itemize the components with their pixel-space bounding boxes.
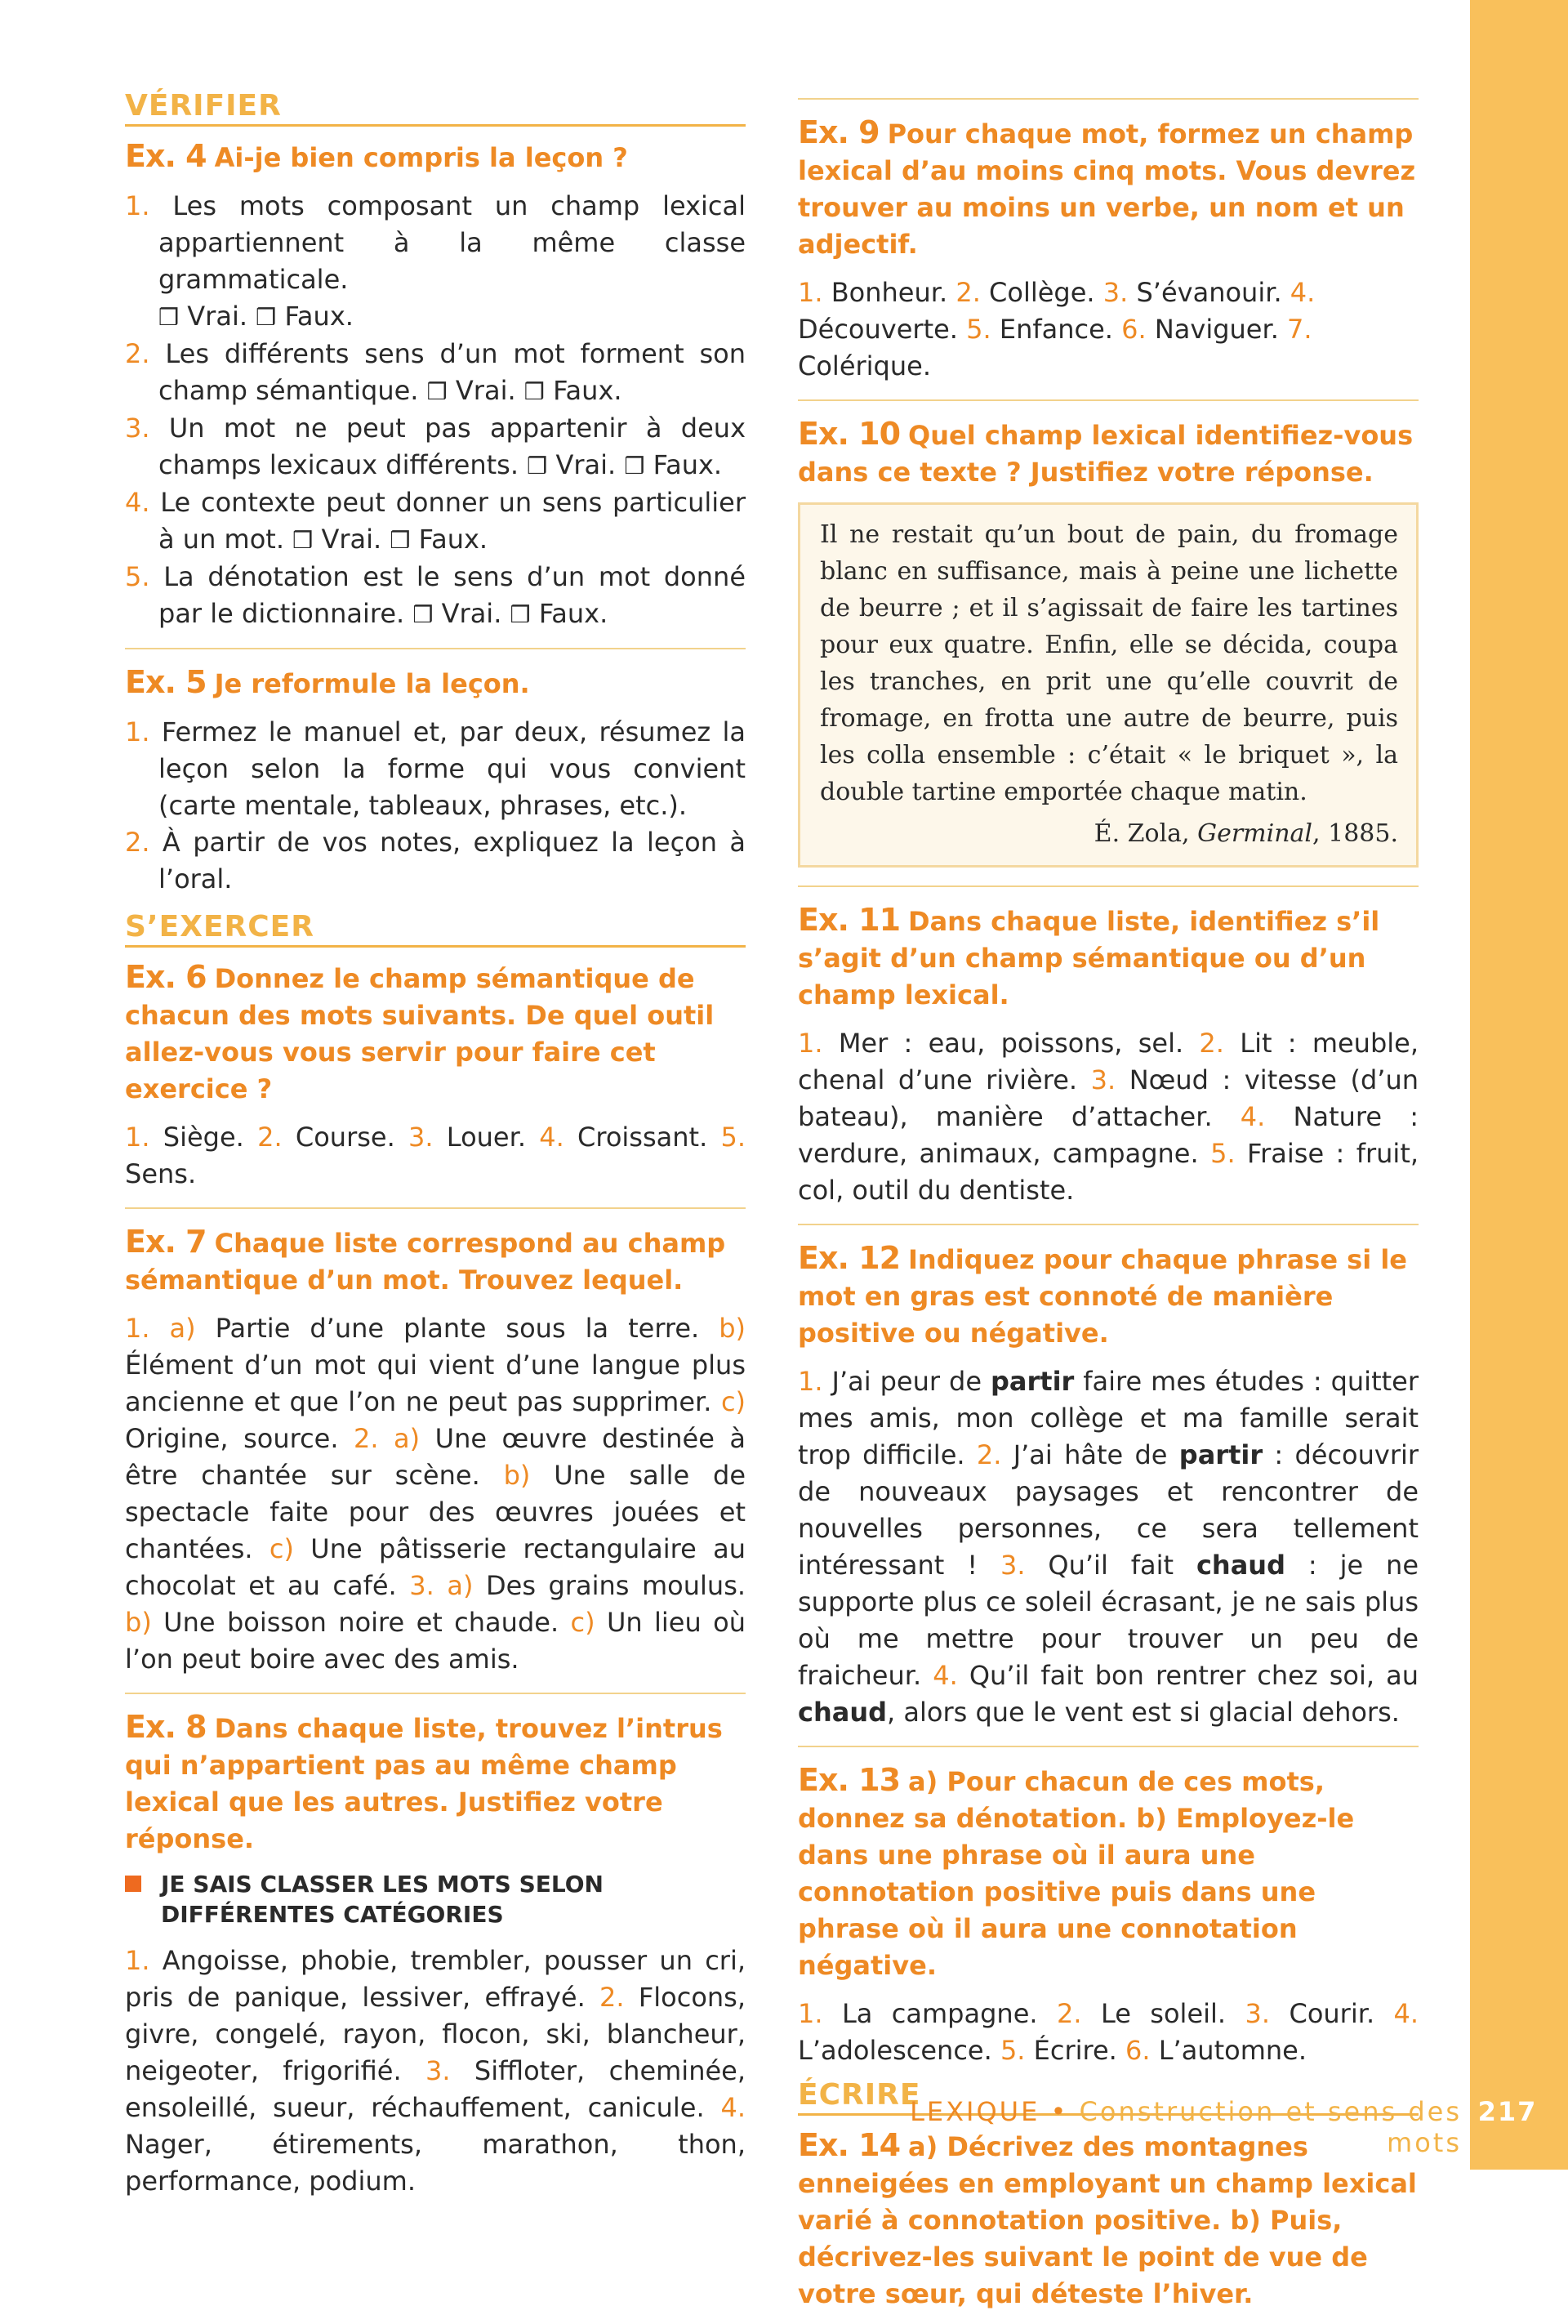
item-number: 2. (125, 827, 150, 858)
exercise-number: Ex. 5 (125, 664, 207, 700)
item-number: 1. (798, 1028, 823, 1059)
section-title-ecrire: ÉCRIRE (798, 2079, 1419, 2116)
item-text: Fermez le manuel et, par deux, résumez la leçon selon la forme qui vous convient (carte mentale, tableaux, phrases, etc.). (158, 716, 746, 821)
item-number: 2. (956, 277, 981, 308)
item-number: 1. (125, 716, 150, 747)
item-number: 1. (125, 1122, 150, 1153)
quote-box (798, 502, 1419, 868)
item-number: 5. (720, 1122, 746, 1153)
exercise-title: Dans chaque liste, identifiez s’il s’agit d’un champ sémantique ou d’un champ lexical. (798, 906, 1380, 1010)
exercise-title: Chaque liste correspond au champ sémantique d’un mot. Trouvez lequel. (125, 1228, 726, 1296)
sentence-text: : découvrir de nouveaux paysages et rencontrer de nouvelles personnes, ce sera tellement intéressant ! (798, 1439, 1419, 1581)
sub-letter: b) (125, 1607, 152, 1638)
item-number: 3. (409, 1570, 434, 1601)
word: Siège. (163, 1122, 244, 1153)
page-footer (841, 2096, 1462, 2158)
word: Écrire. (1033, 2035, 1117, 2066)
item-number: 1. (125, 1313, 150, 1344)
exercise-13 (798, 1746, 1419, 2069)
item-text: Un lieu où l’on peut boire avec des amis. (125, 1607, 746, 1675)
item-text: Une œuvre destinée à être chantée sur scène. (125, 1423, 746, 1491)
word: La campagne. (841, 1998, 1038, 2029)
exercise-7-body (125, 1310, 746, 1678)
item-text: Partie d’une plante sous la terre. (215, 1313, 700, 1344)
item-text: Mer : eau, poissons, sel. (838, 1028, 1184, 1059)
sentence-text: J’ai peur de (831, 1366, 991, 1397)
exercise-title: Ai-je bien compris la leçon ? (214, 142, 628, 173)
item-number: 1. (798, 277, 823, 308)
list-item (125, 336, 746, 410)
list-item (125, 824, 746, 898)
word: Course. (295, 1122, 395, 1153)
checkbox-icon[interactable]: ❒ (523, 378, 545, 405)
item-text: Origine, source. (125, 1423, 339, 1454)
option-vrai: Vrai. (187, 301, 247, 332)
checkbox-icon[interactable]: ❒ (624, 453, 645, 480)
quote-year: , 1885. (1312, 819, 1398, 848)
quote-text: Il ne restait qu’un bout de pain, du fromage blanc en suffisance, mais à peine une lichette de beurre ; et il s’agissait de faire les tartines pour eux quatre. Enfin, elle se décida, coupa les tranches, en prit une qu’elle couvrit de fromage, en frotta une autre de beurre, puis les colla ensemble : c’était « le briquet », la double tartine emportée chaque matin. (820, 520, 1398, 806)
item-number: 1. (798, 1366, 823, 1397)
footer-bullet: • (1050, 2096, 1069, 2127)
item-number: 3. (125, 413, 150, 444)
checkbox-icon[interactable]: ❒ (158, 304, 180, 331)
page-number: 217 (1477, 2096, 1538, 2127)
item-number: 4. (1290, 277, 1316, 308)
exercise-title: Je reformule la leçon. (214, 668, 530, 699)
item-number: 5. (125, 561, 150, 592)
word: Courir. (1289, 1998, 1375, 2029)
exercise-title: Quel champ lexical identifiez-vous dans ce texte ? Justifiez votre réponse. (798, 420, 1414, 488)
list-item (125, 188, 746, 336)
item-number: 4. (539, 1122, 564, 1153)
word: Colérique. (798, 350, 931, 381)
sentence-text: J’ai hâte de (1013, 1439, 1179, 1470)
item-number: 7. (1287, 314, 1312, 345)
word: L’automne. (1158, 2035, 1307, 2066)
quote-author: É. Zola, (1094, 819, 1190, 848)
item-text: Un mot ne peut pas appartenir à deux champs lexicaux différents. (158, 413, 746, 480)
section-title-sexercer: S’EXERCER (125, 911, 746, 948)
exercise-title: Donnez le champ sémantique de chacun des mots suivants. De quel outil allez-vous vous servir pour faire cet exercice ? (125, 963, 715, 1104)
sub-letter: a) (169, 1313, 196, 1344)
checkbox-icon[interactable]: ❒ (292, 527, 314, 554)
item-number: 4. (1240, 1101, 1266, 1132)
exercise-10 (798, 399, 1419, 868)
exercise-title: Indiquez pour chaque phrase si le mot en gras est connoté de manière positive ou négative. (798, 1244, 1407, 1349)
item-number: 1. (798, 1998, 823, 2029)
checkbox-icon[interactable]: ❒ (426, 378, 448, 405)
item-text: À partir de vos notes, expliquez la leçon à l’oral. (158, 827, 746, 894)
option-faux: Faux. (284, 301, 354, 332)
sub-letter: a) (447, 1570, 474, 1601)
exercise-number: Ex. 13 (798, 1762, 901, 1798)
option-vrai: Vrai. (455, 375, 516, 406)
exercise-number: Ex. 7 (125, 1224, 207, 1260)
item-text: Une salle de spectacle faite pour des œuvres jouées et chantées. (125, 1460, 746, 1564)
sub-letter: c) (720, 1386, 746, 1417)
item-text: La dénotation est le sens d’un mot donné par le dictionnaire. (158, 561, 746, 629)
item-number: 4. (125, 487, 150, 518)
item-number: 1. (125, 1945, 150, 1976)
item-text: Élément d’un mot qui vient d’une langue plus ancienne et que l’on ne peut pas supprimer. (125, 1349, 746, 1417)
bold-word: partir (990, 1366, 1075, 1397)
left-column (125, 90, 746, 2200)
exercise-number: Ex. 10 (798, 416, 901, 452)
item-number: 5. (966, 314, 991, 345)
exercise-4 (125, 138, 746, 633)
sub-letter: b) (503, 1460, 531, 1491)
word: Bonheur. (831, 277, 948, 308)
option-faux: Faux. (538, 598, 608, 629)
item-number: 3. (1000, 1550, 1026, 1581)
option-vrai: Vrai. (441, 598, 502, 629)
checkbox-icon[interactable]: ❒ (412, 601, 434, 628)
list-item (125, 559, 746, 633)
sub-letter: c) (269, 1533, 294, 1564)
item-text: Les mots composant un champ lexical appartiennent à la même classe grammaticale. (158, 190, 746, 295)
item-number: 2. (125, 338, 150, 369)
quote-source (820, 815, 1398, 852)
item-number: 5. (1000, 2035, 1026, 2066)
subheading-text: JE SAIS CLASSER LES MOTS SELON DIFFÉRENTES CATÉGORIES (161, 1871, 604, 1928)
item-text: Siffloter, cheminée, ensoleillé, sueur, réchauffement, canicule. (125, 2055, 746, 2123)
sentence-text: Qu’il fait (1048, 1550, 1196, 1581)
item-number: 3. (425, 2055, 451, 2086)
item-text: Une pâtisserie rectangulaire au chocolat et au café. (125, 1533, 746, 1601)
right-column (798, 98, 1419, 2324)
exercise-7 (125, 1207, 746, 1678)
item-number: 4. (1393, 1998, 1419, 2029)
word: Découverte. (798, 314, 958, 345)
item-number: 4. (720, 2092, 746, 2123)
item-number: 6. (1121, 314, 1147, 345)
exercise-number: Ex. 9 (798, 114, 880, 150)
item-number: 3. (1102, 277, 1129, 308)
bold-word: partir (1178, 1439, 1263, 1470)
word: L’adolescence. (798, 2035, 992, 2066)
checkbox-icon[interactable]: ❒ (527, 453, 548, 480)
option-vrai: Vrai. (555, 449, 617, 480)
item-text: Les différents sens d’un mot forment son champ sémantique. (158, 338, 746, 406)
word: Enfance. (999, 314, 1113, 345)
list-item (125, 484, 746, 559)
exercise-title: Dans chaque liste, trouvez l’intrus qui n’appartient pas au même champ lexical que les autres. Justifiez votre réponse. (125, 1713, 723, 1854)
exercise-12 (798, 1224, 1419, 1731)
word: Collège. (989, 277, 1095, 308)
item-number: 2. (257, 1122, 283, 1153)
item-text: Angoisse, phobie, trembler, pousser un cri, pris de panique, lessiver, effrayé. (125, 1945, 746, 2013)
exercise-title: a) Décrivez des montagnes enneigées en employant un champ lexical varié à connotation positive. b) Puis, décrivez-les suivant le point de vue de votre sœur, qui déteste l’hiver. (798, 2131, 1417, 2309)
item-text: Nature : verdure, animaux, campagne. (798, 1101, 1419, 1169)
item-text: Flocons, givre, congelé, rayon, flocon, ski, blancheur, neigeoter, frigorifié. (125, 1982, 746, 2086)
word: Sens. (125, 1158, 197, 1189)
item-number: 5. (1210, 1138, 1236, 1169)
item-number: 6. (1125, 2035, 1151, 2066)
bold-word: chaud (798, 1697, 888, 1728)
sub-letter: b) (719, 1313, 746, 1344)
item-number: 2. (1056, 1998, 1082, 2029)
sentence-text: : je ne supporte plus ce soleil écrasant, je ne sais plus où me mettre pour trouver un peu de fraicheur. (798, 1550, 1419, 1691)
exercise-5 (125, 648, 746, 898)
word: Naviguer. (1154, 314, 1279, 345)
option-faux: Faux. (653, 449, 723, 480)
sub-letter: c) (570, 1607, 595, 1638)
item-text: Le contexte peut donner un sens particulier à un mot. (158, 487, 746, 555)
exercise-number: Ex. 8 (125, 1709, 207, 1745)
exercise-number: Ex. 4 (125, 138, 207, 174)
word: S’évanouir. (1136, 277, 1282, 308)
item-number: 3. (408, 1122, 434, 1153)
checkbox-icon[interactable]: ❒ (256, 304, 277, 331)
option-faux: Faux. (418, 524, 488, 555)
item-number: 2. (976, 1439, 1002, 1470)
list-item (125, 410, 746, 484)
word: Croissant. (577, 1122, 708, 1153)
quote-work: Germinal (1197, 819, 1313, 848)
exercise-8 (125, 1693, 746, 2200)
sentence-text: , alors que le vent est si glacial dehors. (887, 1697, 1400, 1728)
item-number: 2. (599, 1982, 625, 2013)
exercise-number: Ex. 12 (798, 1240, 901, 1276)
sentence-text: faire mes études : quitter mes amis, mon collège et ma famille serait trop difficile. (798, 1366, 1419, 1470)
item-number: 4. (933, 1660, 958, 1691)
bold-word: chaud (1196, 1550, 1285, 1581)
option-vrai: Vrai. (321, 524, 382, 555)
word: Le soleil. (1100, 1998, 1227, 2029)
item-number: 2. (354, 1423, 379, 1454)
exercise-9 (798, 98, 1419, 385)
item-number: 3. (1090, 1064, 1116, 1095)
exercise-title: a) Pour chacun de ces mots, donnez sa dénotation. b) Employez-le dans une phrase où il aura une connotation positive puis dans une phrase où il aura une connotation négative. (798, 1766, 1355, 1981)
footer-topic: Construction et sens des mots (1079, 2096, 1462, 2158)
exercise-number: Ex. 6 (125, 959, 207, 995)
checkbox-icon[interactable]: ❒ (390, 527, 411, 554)
exercise-6 (125, 959, 746, 1193)
section-title-verifier: VÉRIFIER (125, 90, 746, 127)
list-item (125, 714, 746, 824)
square-bullet-icon (125, 1876, 141, 1892)
item-number: 1. (125, 190, 150, 221)
exercise-number: Ex. 14 (798, 2127, 901, 2163)
footer-section: LEXIQUE (910, 2096, 1040, 2127)
skill-subheading (125, 1869, 746, 1929)
item-text: Lit : meuble, chenal d’une rivière. (798, 1028, 1419, 1095)
exercise-title: Pour chaque mot, formez un champ lexical d’au moins cinq mots. Vous devrez trouver au moins un verbe, un nom et un adjectif. (798, 118, 1416, 260)
side-band (1470, 0, 1568, 2170)
exercise-number: Ex. 11 (798, 902, 901, 938)
item-text: Une boisson noire et chaude. (163, 1607, 559, 1638)
item-text: Des grains moulus. (486, 1570, 746, 1601)
sentence-text: Qu’il fait bon rentrer chez soi, au (969, 1660, 1419, 1691)
item-number: 3. (1245, 1998, 1271, 2029)
sub-letter: a) (394, 1423, 421, 1454)
word: Louer. (446, 1122, 526, 1153)
item-number: 2. (1199, 1028, 1224, 1059)
option-faux: Faux. (553, 375, 622, 406)
exercise-11 (798, 885, 1419, 1209)
checkbox-icon[interactable]: ❒ (510, 601, 531, 628)
item-text: Nœud : vitesse (d’un bateau), manière d’attacher. (798, 1064, 1419, 1132)
item-text: Fraise : fruit, col, outil du dentiste. (798, 1138, 1419, 1206)
item-text: Nager, étirements, marathon, thon, performance, podium. (125, 2129, 746, 2197)
